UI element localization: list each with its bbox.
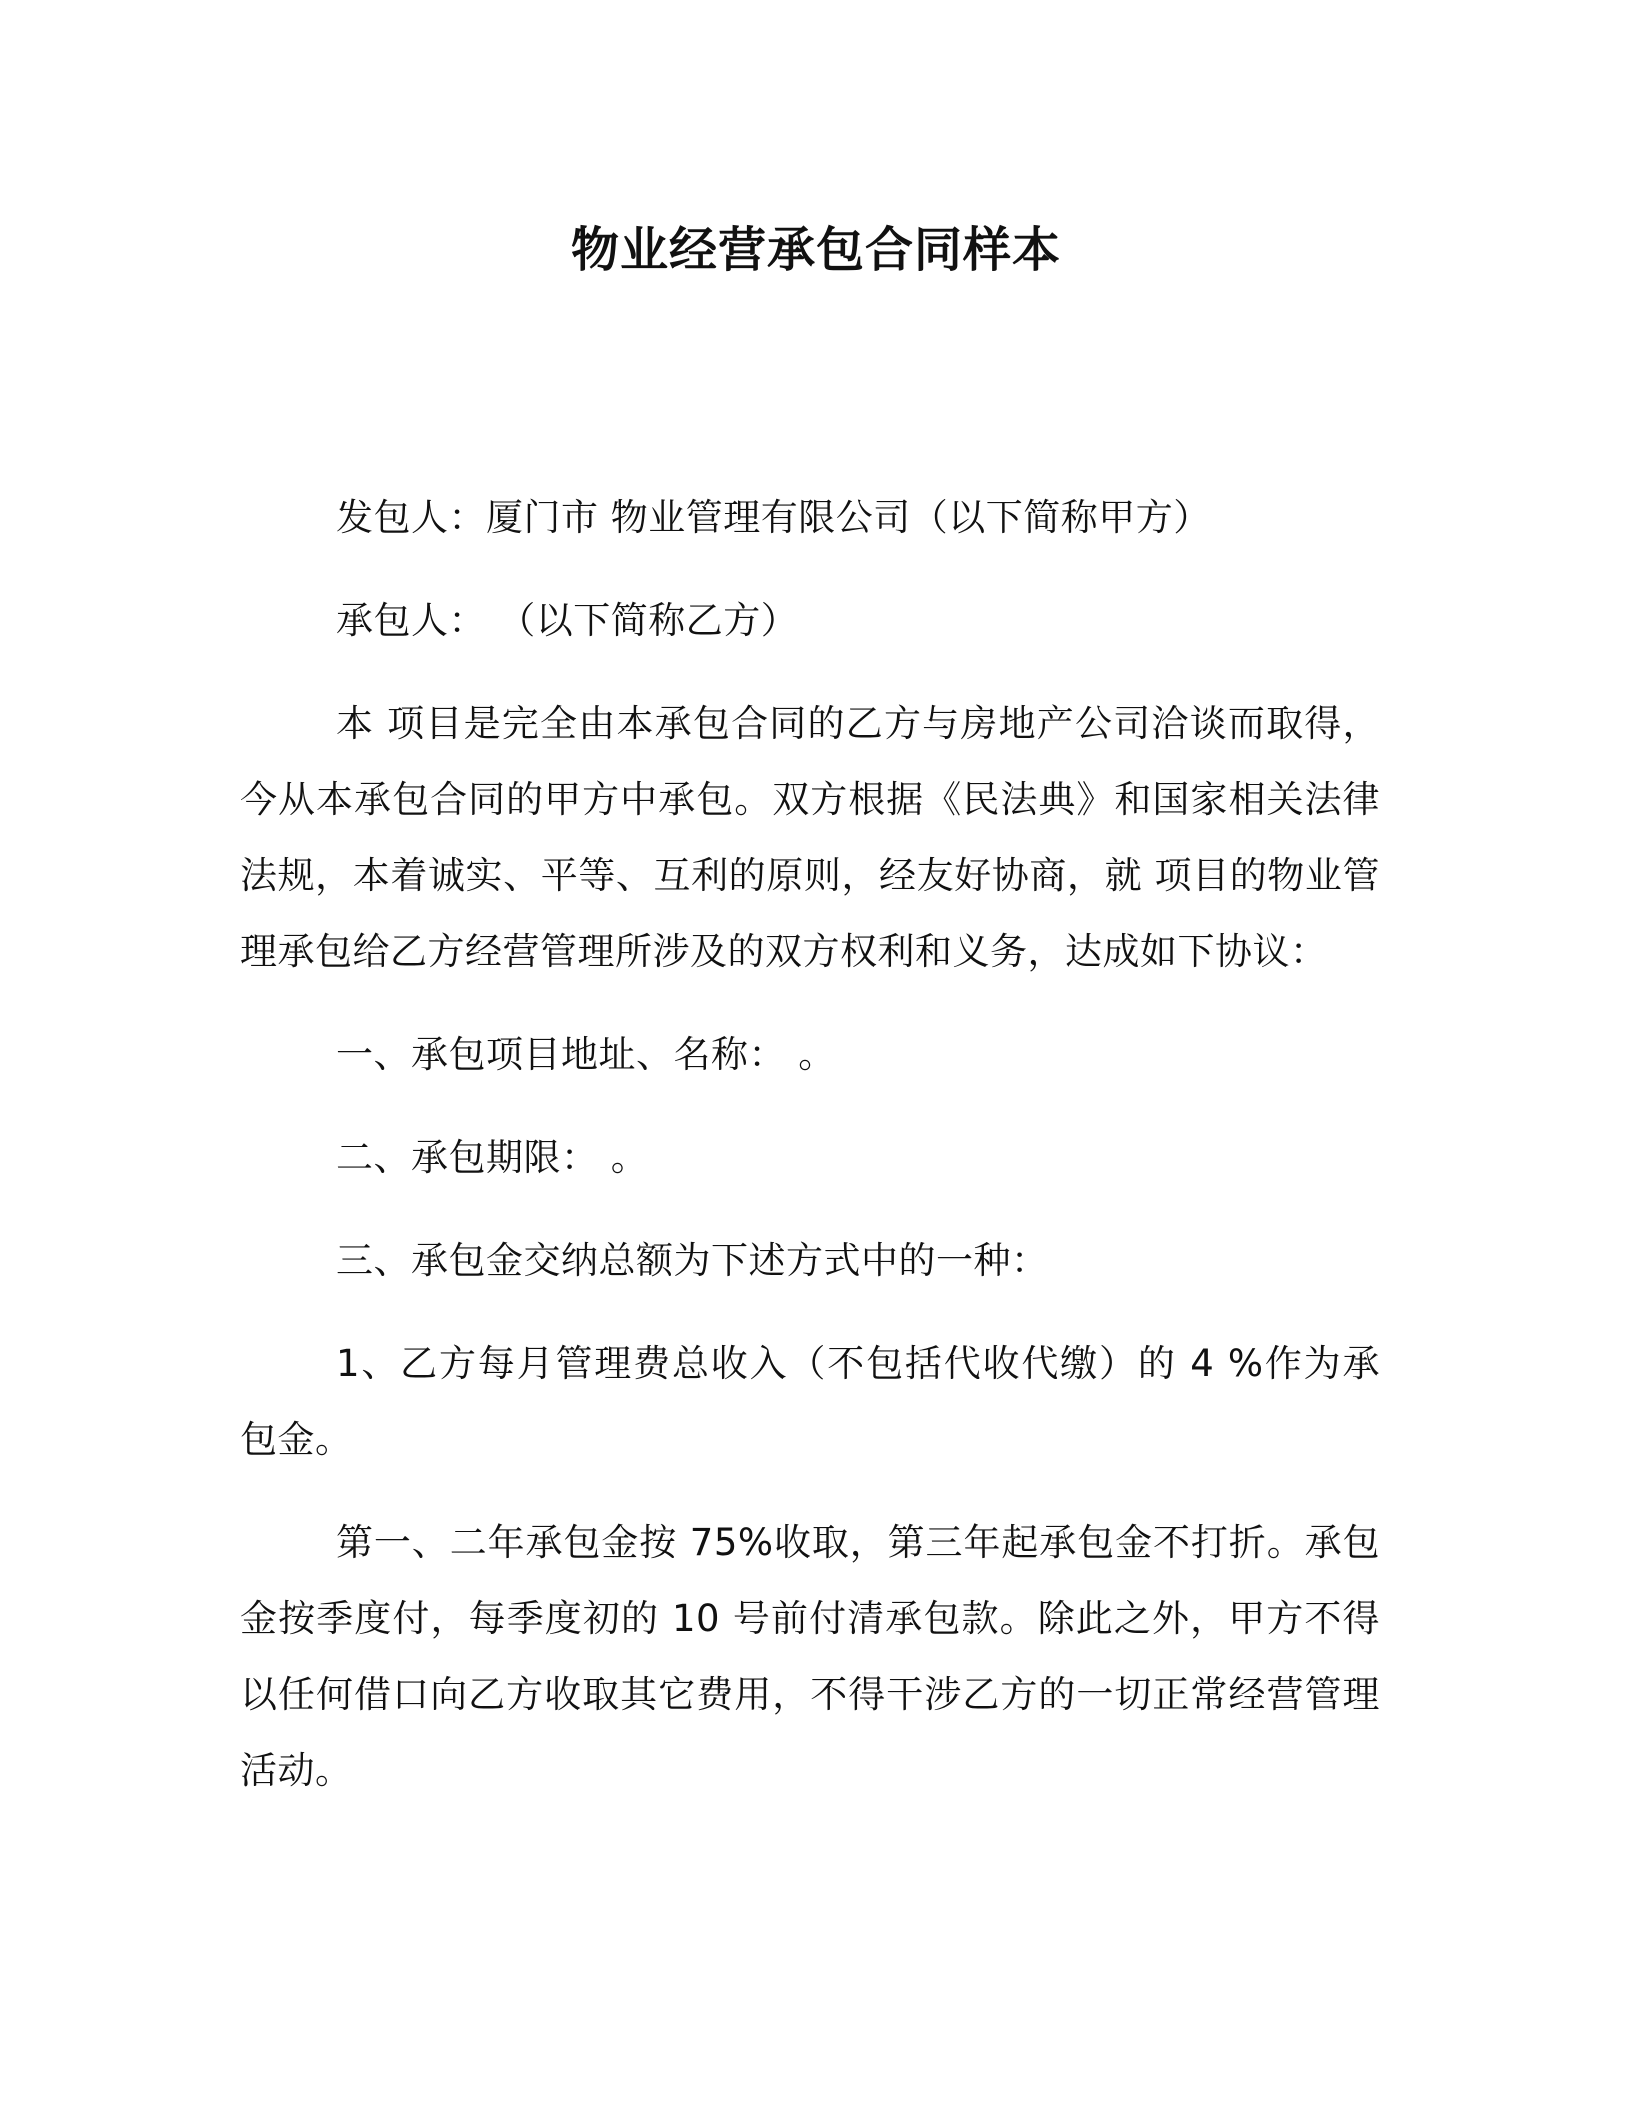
preamble-paragraph: 本 项目是完全由本承包合同的乙方与房地产公司洽谈而取得，今从本承包合同的甲方中承包。双方根据《民法典》和国家相关法律法规，本着诚实、平等、互利的原则，经友好协商，就 项目的物业管理承包给乙方经营管理所涉及的双方权利和义务，达成如下协议： xyxy=(240,702,1380,973)
document-body xyxy=(240,480,1380,1836)
clause-3-payment-methods: 三、承包金交纳总额为下述方式中的一种： xyxy=(336,1239,1049,1282)
clause-1-project-address: 一、承包项目地址、名称： 。 xyxy=(336,1033,836,1076)
clause-2-term: 二、承包期限： 。 xyxy=(336,1136,649,1179)
payment-discount-paragraph: 第一、二年承包金按 75%收取，第三年起承包金不打折。承包金按季度付，每季度初的 10 号前付清承包款。除此之外，甲方不得以任何借口向乙方收取其它费用，不得干涉乙方的一切正常经营管理活动。 xyxy=(240,1521,1380,1792)
party-a-line: 发包人：厦门市 物业管理有限公司（以下简称甲方） xyxy=(336,496,1211,539)
document-title: 物业经营承包合同样本 xyxy=(570,222,1061,278)
payment-method-1: 1、乙方每月管理费总收入（不包括代收代缴）的 4 %作为承包金。 xyxy=(240,1342,1380,1461)
party-b-line: 承包人： （以下简称乙方） xyxy=(336,599,799,642)
